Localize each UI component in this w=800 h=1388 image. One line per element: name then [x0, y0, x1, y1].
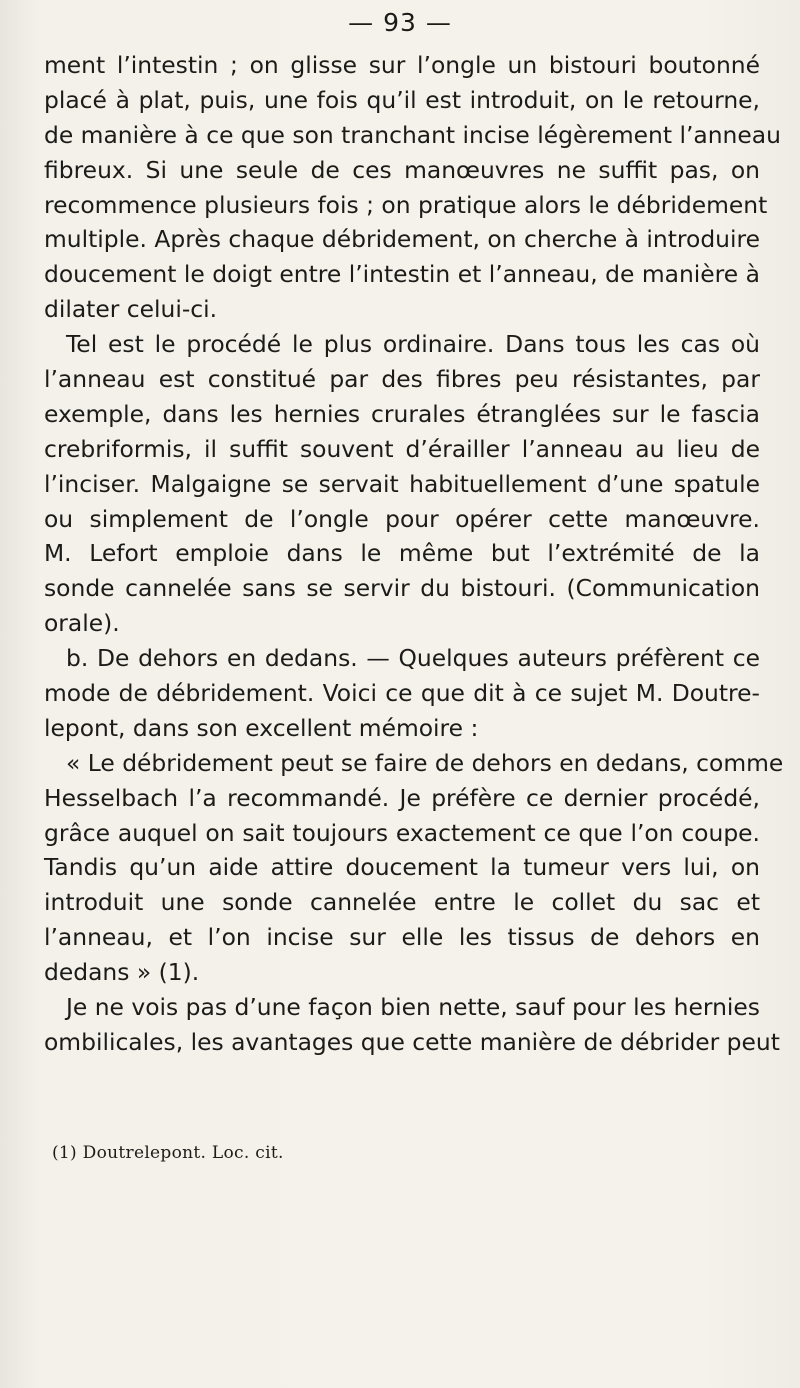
text-line: fibreux. Si une seule de ces manœuvres ne suffit pas, on [44, 155, 760, 184]
text-line: ment l’intestin ; on glisse sur l’ongle un bistouri boutonné [44, 51, 760, 79]
text-line: introduit une sonde cannelée entre le collet du sac et [44, 888, 760, 917]
text-line: ou simplement de l’ongle pour opérer cette manœuvre. [44, 504, 760, 533]
text-line: de manière à ce que son tranchant incise légèrement l’anneau [44, 120, 781, 149]
text-line: orale). [44, 609, 120, 638]
text-line: ombilicales, les avantages que cette manière de débrider peut [44, 1027, 780, 1056]
text-line: dedans » (1). [44, 958, 200, 987]
text-line: exemple, dans les hernies crurales étranglées sur le fascia [44, 399, 760, 428]
text-line: Tandis qu’un aide attire doucement la tumeur vers lui, on [44, 853, 760, 882]
footnote: (1) Doutrelepont. Loc. cit. [52, 1143, 284, 1163]
text-line: M. Lefort emploie dans le même but l’extrémité de la [44, 539, 760, 568]
text-line: « Le débridement peut se faire de dehors en dedans, comme [66, 748, 784, 777]
text-line: mode de débridement. Voici ce que dit à ce sujet M. Doutre- [44, 679, 760, 708]
text-line: sonde cannelée sans se servir du bistouri. (Communication [44, 574, 760, 603]
text-line: recommence plusieurs fois ; on pratique alors le débridement [44, 190, 768, 219]
text-line: l’inciser. Malgaigne se servait habituellement d’une spatule [44, 469, 760, 498]
body-text [44, 48, 784, 1060]
text-line: dilater celui-ci. [44, 295, 218, 324]
text-line: Tel est le procédé le plus ordinaire. Dans tous les cas où [66, 330, 760, 359]
text-line: doucement le doigt entre l’intestin et l’anneau, de manière à [44, 260, 760, 289]
text-line: crebriformis, il suffit souvent d’érailler l’anneau au lieu de [44, 434, 760, 463]
text-line: multiple. Après chaque débridement, on cherche à introduire [44, 225, 760, 254]
text-line: grâce auquel on sait toujours exactement ce que l’on coupe. [44, 818, 760, 847]
page-number: — 93 — [348, 8, 452, 37]
text-line: l’anneau est constitué par des fibres peu résistantes, par [44, 365, 760, 394]
text-line: lepont, dans son excellent mémoire : [44, 713, 479, 742]
text-line: placé à plat, puis, une fois qu’il est introduit, on le retourne, [44, 85, 760, 114]
text-line: Je ne vois pas d’une façon bien nette, sauf pour les hernies [66, 993, 760, 1022]
text-line: l’anneau, et l’on incise sur elle les tissus de dehors en [44, 923, 760, 952]
text-line: b. De dehors en dedans. — Quelques auteurs préfèrent ce [66, 644, 760, 673]
text-line: Hesselbach l’a recommandé. Je préfère ce dernier procédé, [44, 783, 760, 812]
